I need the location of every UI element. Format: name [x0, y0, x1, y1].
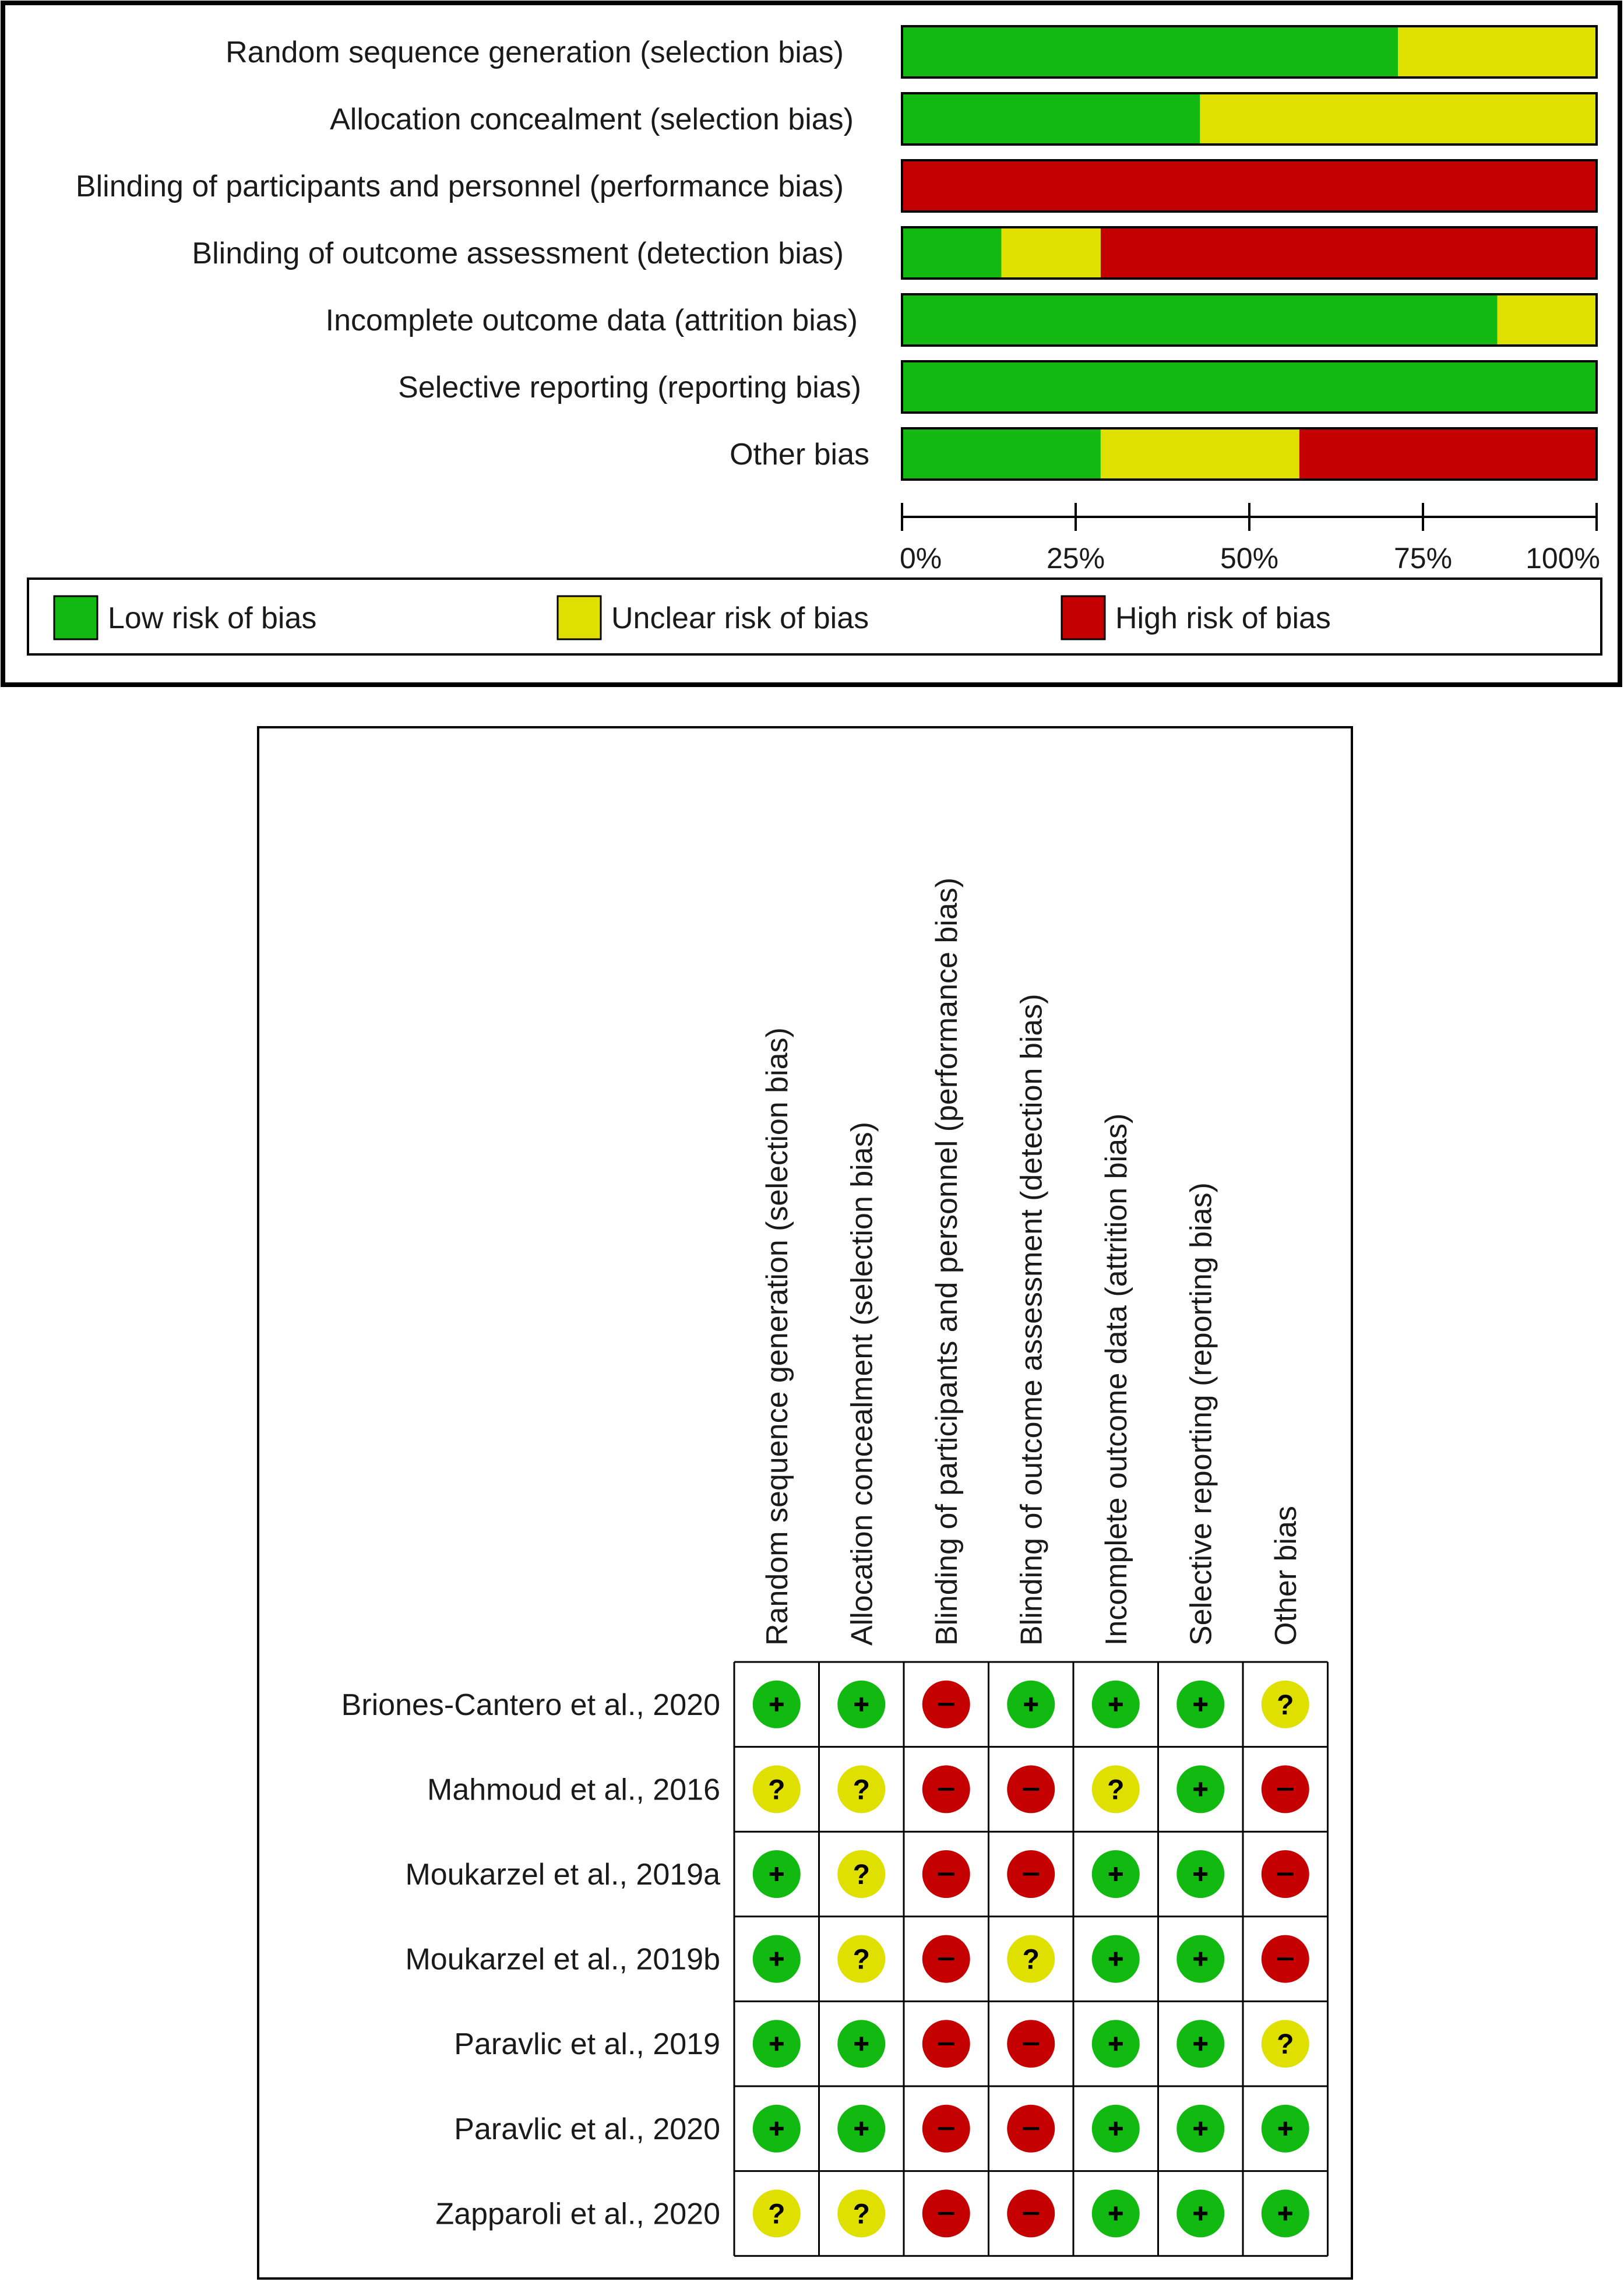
study-label: Moukarzel et al., 2019b [405, 1942, 720, 1977]
question-icon: ? [768, 2199, 785, 2230]
rating-low [1092, 1935, 1140, 1983]
rating-low [753, 1681, 801, 1728]
rating-low [1176, 1681, 1224, 1728]
question-icon: ? [1277, 1689, 1294, 1721]
x-axis-tick-label: 50% [1220, 542, 1279, 575]
rating-unclear [837, 1935, 885, 1983]
bar-category-label: Incomplete outcome data (attrition bias) [325, 304, 858, 337]
study-label: Moukarzel et al., 2019a [405, 1858, 720, 1892]
rating-high [1262, 1765, 1309, 1813]
rating-unclear [837, 2189, 885, 2237]
bar-category-label: Blinding of outcome assessment (detection bias) [192, 237, 844, 270]
column-header: Blinding of outcome assessment (detection bias) [1014, 994, 1049, 1646]
rating-high [1007, 2105, 1055, 2153]
bar-segment-unclear-risk-of-bias [1001, 227, 1100, 279]
bar-segment-unclear-risk-of-bias [1498, 294, 1597, 346]
rating-high [922, 1935, 970, 1983]
rating-low [1092, 1850, 1140, 1898]
rating-high [922, 2020, 970, 2068]
legend-label: Low risk of bias [108, 601, 317, 635]
rating-high [1262, 1850, 1309, 1898]
question-icon: ? [852, 1860, 870, 1890]
study-label: Mahmoud et al., 2016 [427, 1773, 720, 1807]
x-axis-tick-label: 0% [900, 542, 942, 575]
bar-segment-high-risk-of-bias [1299, 428, 1597, 480]
study-label: Zapparoli et al., 2020 [435, 2197, 720, 2231]
bar-category-label: Random sequence generation (selection bias) [226, 36, 844, 69]
legend-label: Unclear risk of bias [611, 601, 869, 635]
bar-category-label: Blinding of participants and personnel (performance bias) [75, 170, 844, 203]
bar-category-label: Allocation concealment (selection bias) [330, 103, 854, 136]
rating-low [1092, 2105, 1140, 2153]
bar-segment-low-risk-of-bias [902, 294, 1498, 346]
question-icon: ? [1277, 2029, 1294, 2061]
rating-low [1092, 2020, 1140, 2068]
rating-unclear [1092, 1765, 1140, 1813]
rating-high [1007, 1850, 1055, 1898]
rating-low [753, 2105, 801, 2153]
rating-low [1092, 2189, 1140, 2237]
study-label: Paravlic et al., 2020 [454, 2112, 720, 2146]
bar-segment-low-risk-of-bias [902, 361, 1597, 413]
rating-high [922, 2105, 970, 2153]
rating-low [1176, 1935, 1224, 1983]
rating-low [1176, 2105, 1224, 2153]
rating-low [1176, 1765, 1224, 1813]
rating-low [837, 2020, 885, 2068]
study-label: Paravlic et al., 2019 [454, 2027, 720, 2062]
bar-segment-low-risk-of-bias [902, 428, 1101, 480]
question-icon: ? [1107, 1774, 1125, 1806]
question-icon: ? [852, 1774, 870, 1806]
question-icon: ? [852, 1944, 870, 1975]
rating-unclear [753, 1765, 801, 1813]
legend-swatch [558, 596, 601, 639]
legend-label: High risk of bias [1115, 601, 1331, 635]
bar-category-label: Selective reporting (reporting bias) [398, 371, 861, 404]
column-header: Incomplete outcome data (attrition bias) [1099, 1113, 1133, 1646]
bar-segment-unclear-risk-of-bias [1398, 26, 1597, 78]
rating-low [1007, 1681, 1055, 1728]
column-header: Selective reporting (reporting bias) [1184, 1182, 1218, 1646]
rating-low [1262, 2189, 1309, 2237]
rating-low [1262, 2105, 1309, 2153]
rating-unclear [753, 2189, 801, 2237]
rating-high [922, 2189, 970, 2237]
rating-high [922, 1681, 970, 1728]
legend-swatch [54, 596, 97, 639]
bar-segment-low-risk-of-bias [902, 93, 1200, 145]
rating-low [1092, 1681, 1140, 1728]
rating-high [922, 1850, 970, 1898]
rating-unclear [1262, 2020, 1309, 2068]
legend-swatch [1062, 596, 1105, 639]
rating-high [922, 1765, 970, 1813]
rating-high [1007, 1765, 1055, 1813]
rating-low [837, 2105, 885, 2153]
rating-unclear [837, 1765, 885, 1813]
bar-category-label: Other bias [730, 438, 869, 471]
column-header: Allocation concealment (selection bias) [845, 1122, 879, 1646]
rating-unclear [1007, 1935, 1055, 1983]
risk-of-bias-summary-bar-chart [3, 3, 1620, 685]
rating-low [837, 1681, 885, 1728]
bar-segment-high-risk-of-bias [902, 160, 1597, 212]
question-icon: ? [1022, 1944, 1040, 1975]
rating-unclear [1262, 1681, 1309, 1728]
rating-low [753, 1850, 801, 1898]
bar-segment-low-risk-of-bias [902, 26, 1398, 78]
rating-high [1007, 2020, 1055, 2068]
risk-of-bias-study-table [258, 727, 1352, 2279]
x-axis-tick-label: 100% [1526, 542, 1600, 575]
bar-segment-unclear-risk-of-bias [1200, 93, 1597, 145]
x-axis-tick-label: 75% [1393, 542, 1453, 575]
question-icon: ? [852, 2199, 870, 2230]
column-header: Other bias [1269, 1506, 1303, 1646]
rating-low [1176, 2189, 1224, 2237]
rating-low [1176, 2020, 1224, 2068]
rating-low [753, 1935, 801, 1983]
bar-segment-high-risk-of-bias [1101, 227, 1597, 279]
column-header: Random sequence generation (selection bias) [760, 1027, 794, 1646]
x-axis-tick-label: 25% [1046, 542, 1105, 575]
question-icon: ? [768, 1774, 785, 1806]
rating-high [1262, 1935, 1309, 1983]
column-header: Blinding of participants and personnel (performance bias) [929, 877, 964, 1646]
rating-high [1007, 2189, 1055, 2237]
rating-unclear [837, 1850, 885, 1898]
rating-low [753, 2020, 801, 2068]
study-label: Briones-Cantero et al., 2020 [341, 1688, 720, 1722]
bar-segment-low-risk-of-bias [902, 227, 1001, 279]
rating-low [1176, 1850, 1224, 1898]
bar-segment-unclear-risk-of-bias [1101, 428, 1299, 480]
